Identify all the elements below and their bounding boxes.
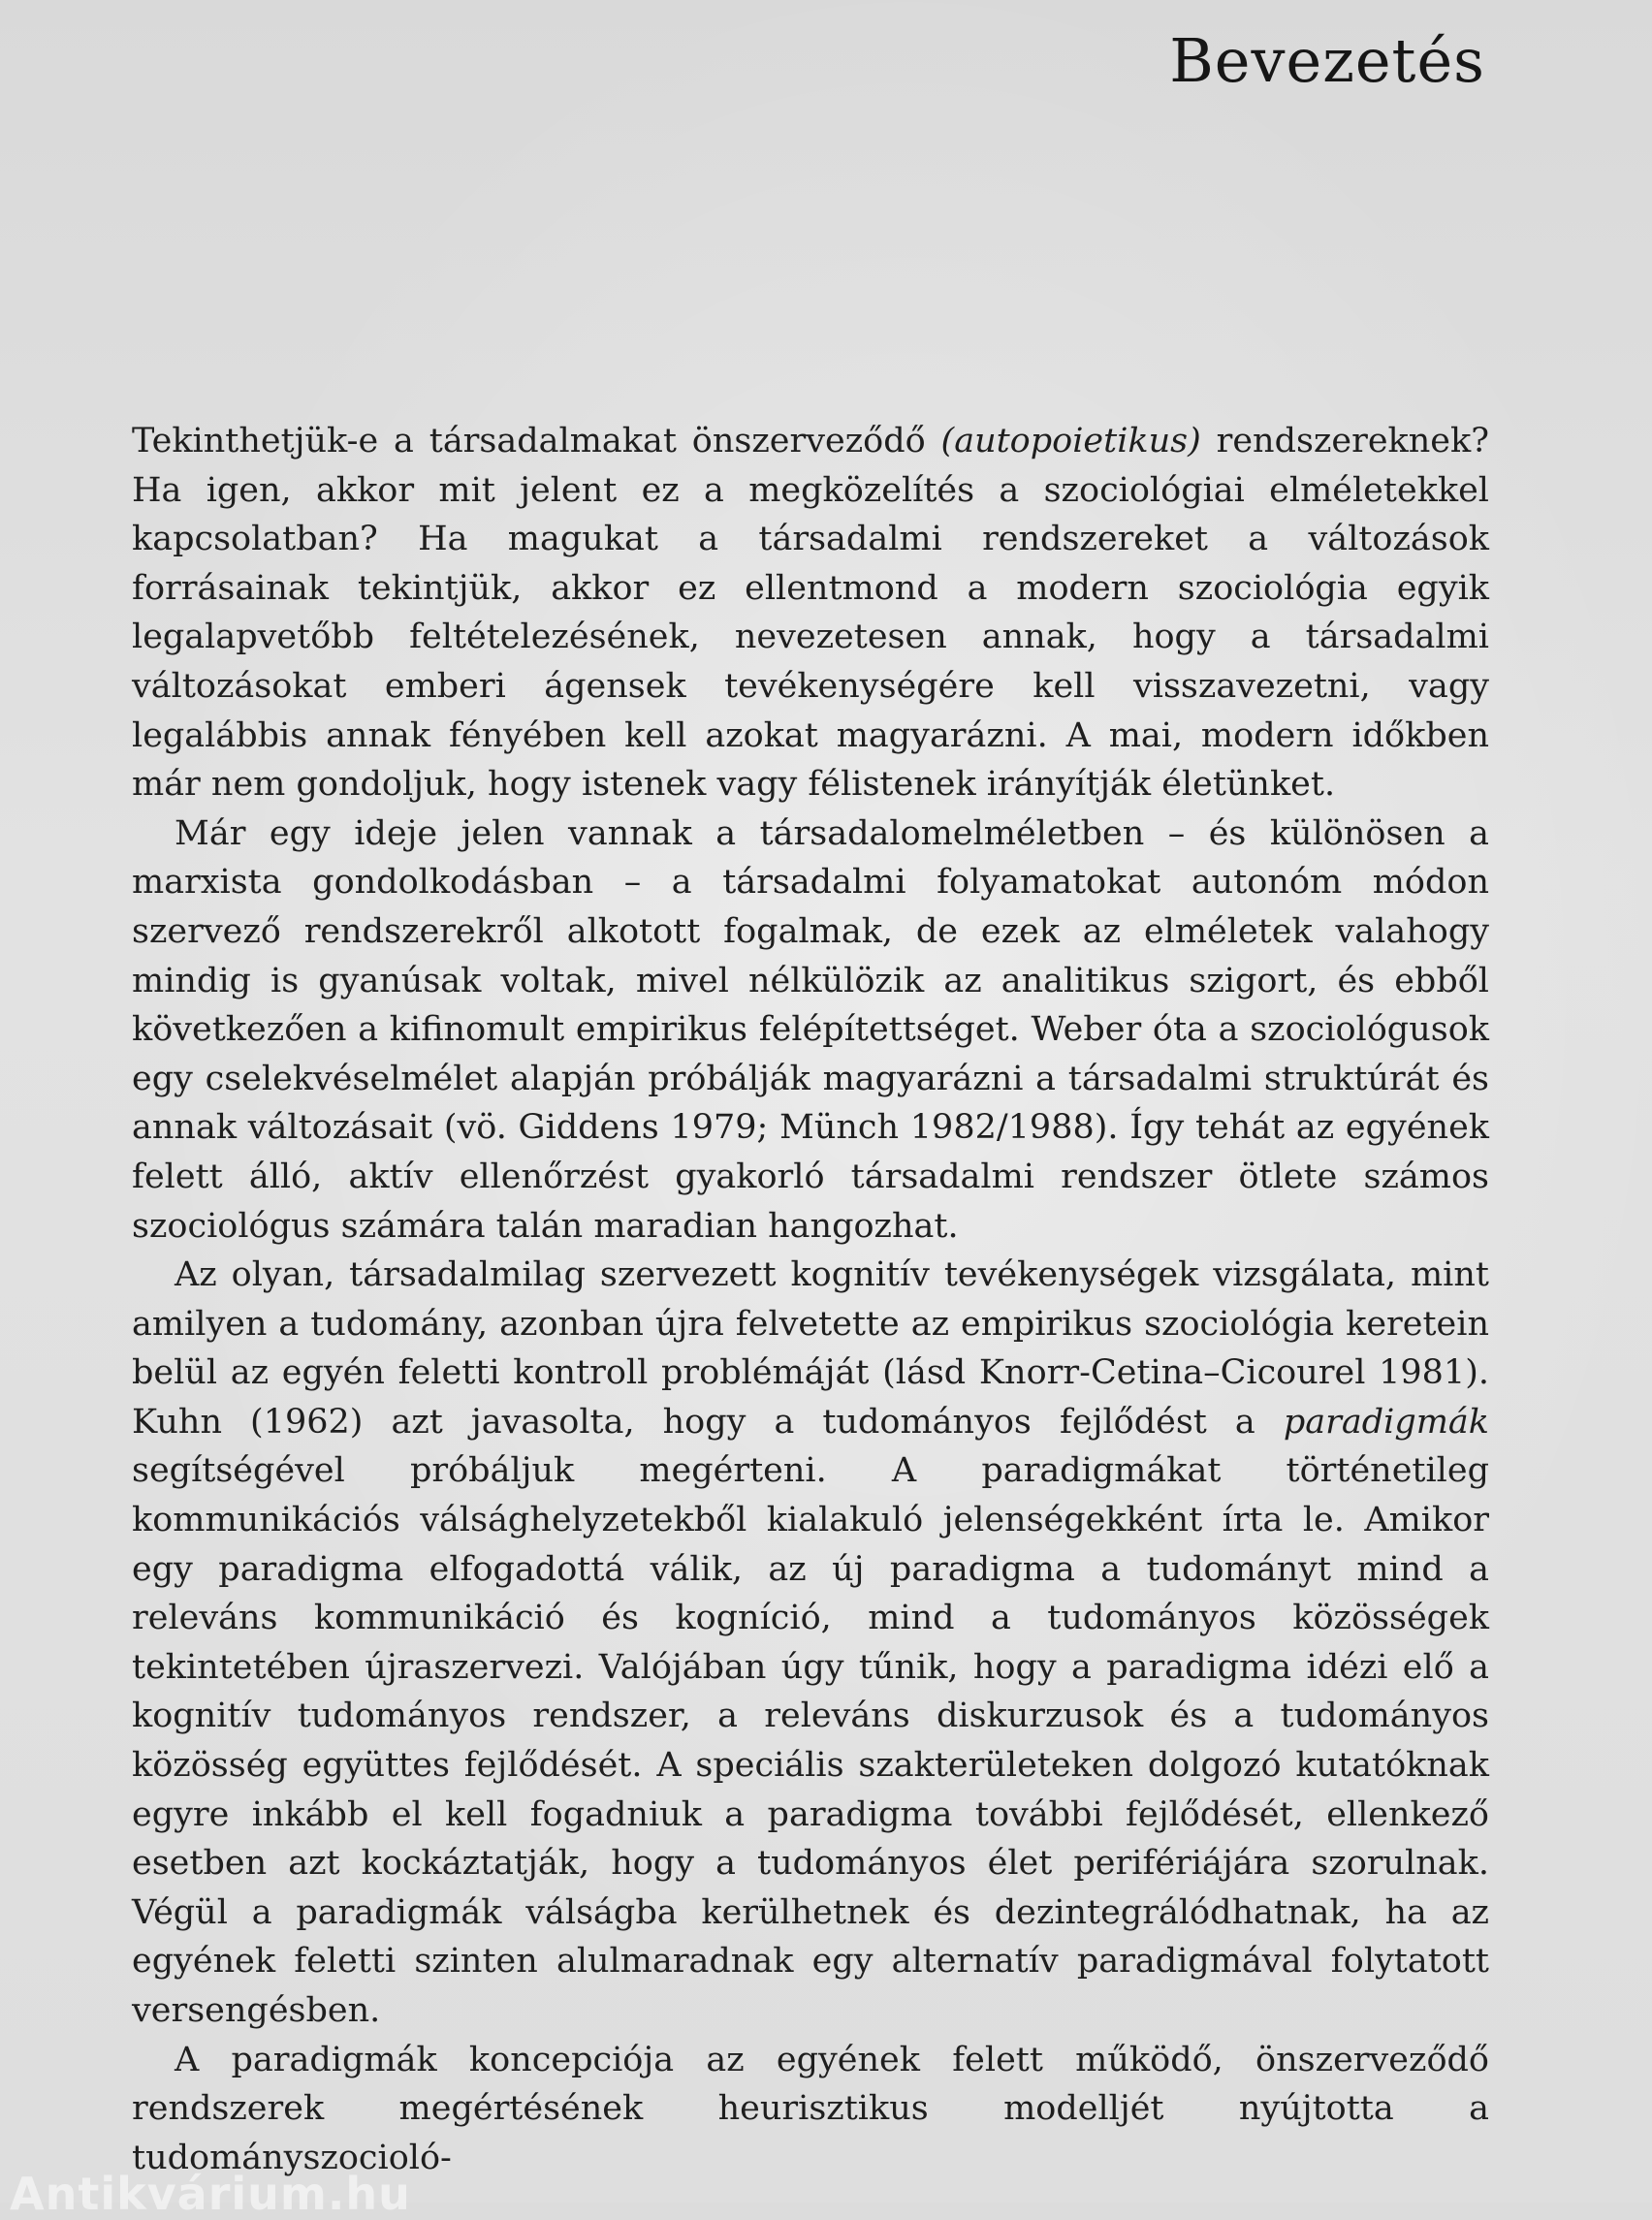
- italic-term: paradigmák: [1283, 1402, 1489, 1442]
- watermark: Antikvárium.hu: [10, 2168, 411, 2220]
- chapter-title: Bevezetés: [1169, 25, 1485, 96]
- italic-term: (autopoietikus): [940, 422, 1201, 460]
- bleed-through-texture: [58, 68, 82, 168]
- paragraph-1: [132, 417, 1489, 809]
- body-text: [132, 417, 1489, 2182]
- paragraph-4: [132, 2036, 1489, 2183]
- text-segment: Már egy ideje jelen vannak a társadalomelméletben – és különösen a marxista gondolkodásban – a társadalmi folyamatokat autonóm módon szervező rendszerekről alkotott fogalmak, de ezek az elméletek valahogy mindig is gyanúsak voltak, mivel nélkülözik az analitikus szigort, és ebből következően a kifinomult empirikus felépítettséget. Weber óta a szociológusok egy cselekvéselmélet alapján próbálják magyarázni a társadalmi struktúrát és annak változásait (vö. Giddens 1979; Münch 1982/1988). Így tehát az egyének felett álló, aktív ellenőrzést gyakorló társadalmi rendszer ötlete számos szociológus számára talán maradian hangozhat.: [132, 813, 1489, 1246]
- text-segment: A paradigmák koncepciója az egyének felett működő, önszerveződő rendszerek megértésének heurisztikus modelljét nyújtotta a tudományszocioló-: [132, 2040, 1489, 2177]
- text-segment: segítségével próbáljuk megérteni. A paradigmákat történetileg kommunikációs válsághelyzetekből kialakuló jelenségekként írta le. Amikor egy paradigma elfogadottá válik, az új paradigma a tudományt mind a releváns kommunikáció és kogníció, mind a tudományos közösségek tekintetében újraszervezi. Valójában úgy tűnik, hogy a paradigma idézi elő a kognitív tudományos rendszer, a releváns diskurzusok és a tudományos közösség együttes fejlődését. A speciális szakterületeken dolgozó kutatóknak egyre inkább el kell fogadniuk a paradigma további fejlődését, ellenkező esetben azt kockáztatják, hogy a tudományos élet perifériájára szorulnak. Végül a paradigmák válságba kerülhetnek és dezintegrálódhatnak, ha az egyének feletti szinten alulmaradnak egy alternatív paradigmával folytatott versengésben.: [132, 1451, 1489, 2030]
- text-segment: Tekinthetjük-e a társadalmakat önszerveződő: [132, 422, 941, 460]
- paragraph-2: [132, 809, 1489, 1251]
- paragraph-3: [132, 1251, 1489, 2036]
- text-segment: rendszereknek? Ha igen, akkor mit jelent ez a megközelítés a szociológiai elméletekkel kapcsolatban? Ha magukat a társadalmi rendszereket a változások forrásainak tekintjük, akkor ez ellentmond a modern szociológia egyik legalapvetőbb feltételezésének, nevezetesen annak, hogy a társadalmi változásokat emberi ágensek tevékenységére kell visszavezetni, vagy legalábbis annak fényében kell azokat magyarázni. A mai, modern időkben már nem gondoljuk, hogy istenek vagy félistenek irányítják életünket.: [132, 422, 1489, 805]
- text-segment: Az olyan, társadalmilag szervezett kognitív tevékenységek vizsgálata, mint amilyen a tudomány, azonban újra felvetette az empirikus szociológia keretein belül az egyén feletti kontroll problémáját (lásd Knorr-Cetina–Cicourel 1981). Kuhn (1962) azt javasolta, hogy a tudományos fejlődést a: [132, 1255, 1489, 1442]
